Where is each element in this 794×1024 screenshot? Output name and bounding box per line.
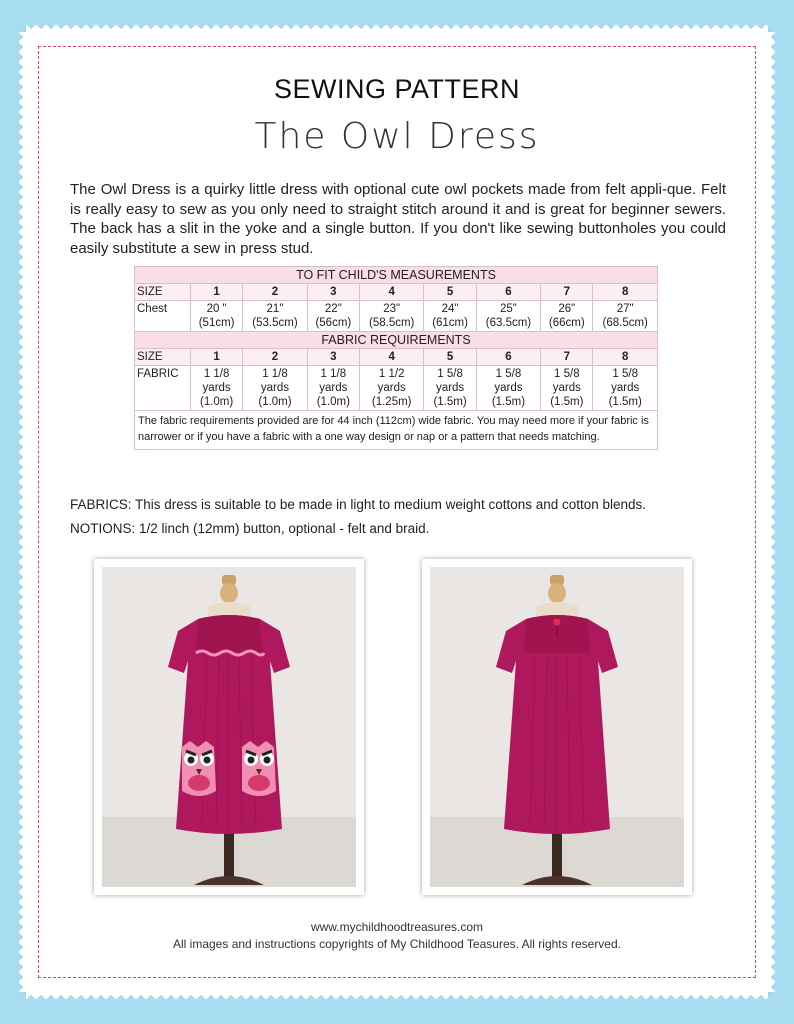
chest-cell: 27" (68.5cm) xyxy=(593,301,658,332)
chest-cell: 21" (53.5cm) xyxy=(243,301,308,332)
chest-cell: 22" (56cm) xyxy=(307,301,359,332)
size-label: SIZE xyxy=(135,349,191,366)
size-cell: 4 xyxy=(359,349,424,366)
owl-pocket-left xyxy=(182,741,216,796)
size-label: SIZE xyxy=(135,284,191,301)
chest-label: Chest xyxy=(135,301,191,332)
chest-cell: 25" (63.5cm) xyxy=(476,301,541,332)
measurements-heading: TO FIT CHILD'S MEASUREMENTS xyxy=(135,267,658,284)
fabric-label: FABRIC xyxy=(135,366,191,411)
chest-row xyxy=(135,301,658,332)
chest-cell: 20 " (51cm) xyxy=(191,301,243,332)
zigzag-edge-right xyxy=(767,32,775,992)
size-cell: 6 xyxy=(476,349,541,366)
size-cell: 6 xyxy=(476,284,541,301)
size-cell: 8 xyxy=(593,284,658,301)
size-cell: 5 xyxy=(424,284,476,301)
fabric-cell: 1 5/8 yards (1.5m) xyxy=(541,366,593,411)
fabric-cell: 1 5/8 yards (1.5m) xyxy=(476,366,541,411)
chest-cell: 24" (61cm) xyxy=(424,301,476,332)
size-row xyxy=(135,284,658,301)
copyright-notice: All images and instructions copyrights of My Childhood Teasures. All rights reserved. xyxy=(173,937,621,951)
fabric-size-row xyxy=(135,349,658,366)
fabric-cell: 1 1/2 yards (1.25m) xyxy=(359,366,424,411)
fabric-cell: 1 1/8 yards (1.0m) xyxy=(307,366,359,411)
size-cell: 7 xyxy=(541,284,593,301)
measurements-heading-row xyxy=(135,267,658,284)
size-cell: 2 xyxy=(243,349,308,366)
fabric-note-row xyxy=(135,411,658,450)
zigzag-edge-bottom xyxy=(26,991,768,999)
notions-text: NOTIONS: 1/2 linch (12mm) button, optional - felt and braid. xyxy=(70,521,430,536)
fabrics-text: FABRICS: This dress is suitable to be made in light to medium weight cottons and cotton blends. xyxy=(70,497,647,512)
owl-pocket-right xyxy=(242,741,276,796)
size-table xyxy=(134,266,658,450)
size-cell: 3 xyxy=(307,349,359,366)
size-cell: 8 xyxy=(593,349,658,366)
size-cell: 7 xyxy=(541,349,593,366)
chest-cell: 26" (66cm) xyxy=(541,301,593,332)
fabric-cell: 1 5/8 yards (1.5m) xyxy=(593,366,658,411)
dress-front-illustration xyxy=(102,567,356,887)
fabric-cell: 1 5/8 yards (1.5m) xyxy=(424,366,476,411)
fabric-note: The fabric requirements provided are for 44 inch (112cm) wide fabric. You may need more if your fabric is narrower or if you have a fabric with a one way design or nap or a pattern that needs matching. xyxy=(135,411,658,450)
page-subtitle: The Owl Dress xyxy=(254,116,540,157)
fabric-cell: 1 1/8 yards (1.0m) xyxy=(243,366,308,411)
chest-cell: 23" (58.5cm) xyxy=(359,301,424,332)
size-cell: 5 xyxy=(424,349,476,366)
fabric-row xyxy=(135,366,658,411)
size-cell: 2 xyxy=(243,284,308,301)
page-title: SEWING PATTERN xyxy=(273,74,520,104)
zigzag-edge-left xyxy=(19,32,27,992)
size-cell: 1 xyxy=(191,284,243,301)
dress-back-illustration xyxy=(430,567,684,887)
fabric-cell: 1 1/8 yards (1.0m) xyxy=(191,366,243,411)
fabric-heading: FABRIC REQUIREMENTS xyxy=(135,332,658,349)
back-button xyxy=(554,619,561,626)
size-cell: 3 xyxy=(307,284,359,301)
zigzag-edge-top xyxy=(26,25,768,33)
size-cell: 4 xyxy=(359,284,424,301)
intro-paragraph: The Owl Dress is a quirky little dress with optional cute owl pockets made from felt appli-que. Felt is really easy to sew as you only need to straight stitch around it and is great for beginner sewers. The back has a slit in the yoke and a single button. If you don't like sewing buttonholes you could easily substitute a sew in press stud. xyxy=(70,181,726,257)
dress-back-photo xyxy=(422,559,692,895)
pattern-sheet xyxy=(26,32,768,992)
size-cell: 1 xyxy=(191,349,243,366)
dress-front-photo xyxy=(94,559,364,895)
website-url: www.mychildhoodtreasures.com xyxy=(310,920,484,934)
fabric-heading-row xyxy=(135,332,658,349)
